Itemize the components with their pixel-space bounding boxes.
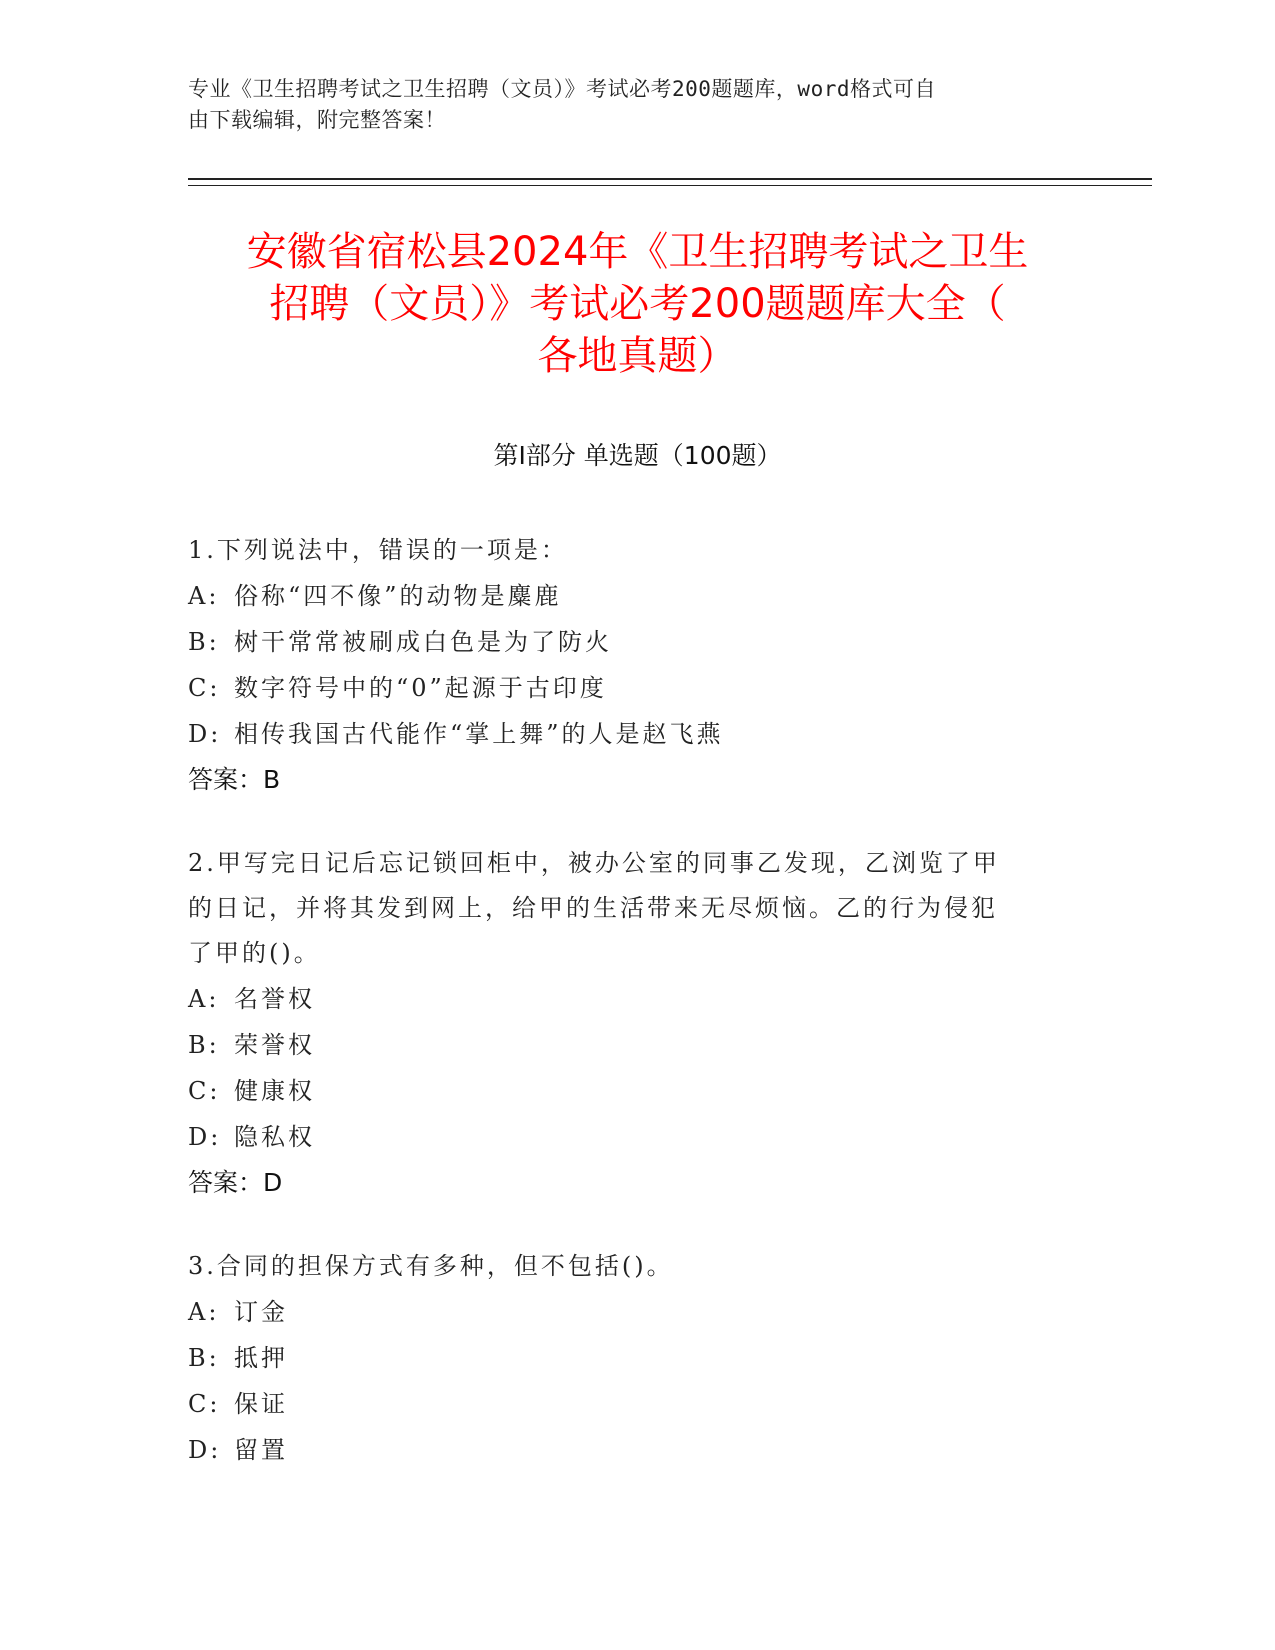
option-letter: D: xyxy=(188,1123,222,1151)
option-letter: C: xyxy=(188,1077,221,1105)
answer-line: 答案：D xyxy=(188,1168,283,1197)
option-c xyxy=(188,665,1068,711)
header-note xyxy=(188,74,1058,136)
answer-line: 答案：B xyxy=(188,765,281,794)
question-2 xyxy=(188,841,1068,1206)
option-c xyxy=(188,1381,1068,1427)
option-text: 数字符号中的“0”起源于古印度 xyxy=(234,674,607,702)
option-a xyxy=(188,1289,1068,1335)
option-a xyxy=(188,573,1068,619)
option-text: 留置 xyxy=(234,1436,288,1464)
header-note-line-1: 专业《卫生招聘考试之卫生招聘（文员）》考试必考200题题库，word格式可自 xyxy=(188,77,936,101)
question-1 xyxy=(188,528,1068,803)
question-stem: 3.合同的担保方式有多种，但不包括()。 xyxy=(188,1252,674,1280)
title-line-3: 各地真题） xyxy=(537,333,738,379)
question-stem-line-2: 的日记，并将其发到网上，给甲的生活带来无尽烦恼。乙的行为侵犯 xyxy=(188,894,998,922)
option-a xyxy=(188,976,1068,1022)
header-divider-thick xyxy=(188,178,1152,180)
question-stem: 1.下列说法中，错误的一项是： xyxy=(188,536,568,564)
option-letter: B: xyxy=(188,1344,220,1372)
option-b xyxy=(188,619,1068,665)
option-letter: B: xyxy=(188,1031,220,1059)
document-title xyxy=(150,226,1125,382)
option-letter: A: xyxy=(188,985,220,1013)
option-d xyxy=(188,1114,1068,1160)
option-text: 俗称“四不像”的动物是麋鹿 xyxy=(234,582,562,610)
option-letter: D: xyxy=(188,720,222,748)
question-stem-line-3: 了甲的()。 xyxy=(188,939,321,967)
option-letter: A: xyxy=(188,1298,220,1326)
title-line-1: 安徽省宿松县2024年《卫生招聘考试之卫生 xyxy=(246,229,1029,275)
option-letter: C: xyxy=(188,674,221,702)
option-letter: D: xyxy=(188,1436,222,1464)
option-b xyxy=(188,1335,1068,1381)
option-text: 健康权 xyxy=(234,1077,315,1105)
option-text: 保证 xyxy=(234,1390,288,1418)
option-letter: A: xyxy=(188,582,220,610)
option-c xyxy=(188,1068,1068,1114)
section-heading: 第Ⅰ部分 单选题（100题） xyxy=(493,441,782,470)
option-text: 隐私权 xyxy=(234,1123,315,1151)
option-text: 树干常常被刷成白色是为了防火 xyxy=(234,628,612,656)
option-text: 抵押 xyxy=(234,1344,288,1372)
option-d xyxy=(188,711,1068,757)
option-text: 荣誉权 xyxy=(234,1031,315,1059)
title-line-2: 招聘（文员）》考试必考200题题库大全（ xyxy=(269,281,1006,327)
question-3 xyxy=(188,1244,1068,1473)
option-letter: C: xyxy=(188,1390,221,1418)
option-text: 名誉权 xyxy=(234,985,315,1013)
header-note-line-2: 由下载编辑，附完整答案！ xyxy=(188,108,446,132)
option-letter: B: xyxy=(188,628,220,656)
option-d xyxy=(188,1427,1068,1473)
question-list xyxy=(188,528,1068,1511)
header-divider-thin xyxy=(188,185,1152,186)
option-text: 相传我国古代能作“掌上舞”的人是赵飞燕 xyxy=(234,720,724,748)
option-b xyxy=(188,1022,1068,1068)
option-text: 订金 xyxy=(234,1298,288,1326)
question-stem-line-1: 2.甲写完日记后忘记锁回柜中，被办公室的同事乙发现，乙浏览了甲 xyxy=(188,849,1000,877)
